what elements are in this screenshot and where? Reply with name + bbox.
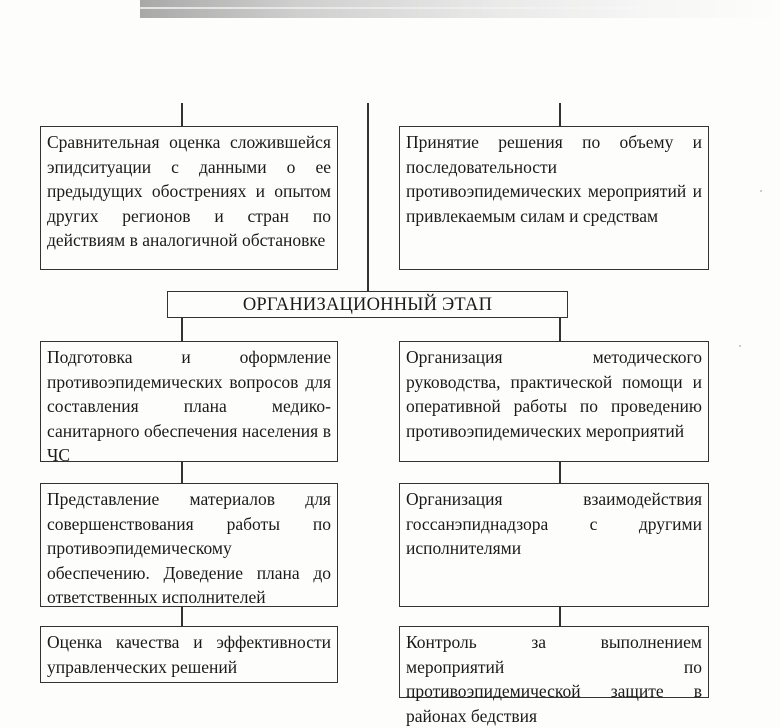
connector-left-1-2 xyxy=(181,460,183,484)
box-comparative-assessment: Сравнительная оценка сложившейся эпидситуации с данными о ее предыдущих обострениях и опытом других регионов и стран по действиям в аналогичной обстановке xyxy=(40,126,338,270)
connector-right-1-2 xyxy=(559,460,561,484)
box-materials-presentation: Представление материалов для совершенствования работы по противоэпидемическому обеспечению. Доведение плана до ответственных исполнителей xyxy=(40,483,338,607)
box-plan-preparation: Подготовка и оформление противоэпидемических вопросов для составления плана медико-санитарного обеспечения населения в ЧС xyxy=(40,341,338,462)
box-decision-making: Принятие решения по объему и последовательности противоэпидемических мероприятий и привлекаемым силам и средствам xyxy=(399,126,709,270)
stage-title: ОРГАНИЗАЦИОННЫЙ ЭТАП xyxy=(167,291,568,318)
scan-artifact-strip xyxy=(140,0,780,18)
connector-left-top-stub xyxy=(181,103,183,127)
box-execution-control: Контроль за выполнением мероприятий по противоэпидемической защите в районах бедствия xyxy=(399,626,709,698)
scan-speck xyxy=(739,345,741,347)
box-quality-assessment: Оценка качества и эффективности управленческих решений xyxy=(40,626,338,683)
box-methodical-guidance: Организация методического руководства, практической помощи и оперативной работы по проведению противоэпидемических мероприятий xyxy=(399,341,709,462)
connector-right-2-3 xyxy=(559,605,561,627)
connector-title-right-down xyxy=(559,316,561,342)
connector-center-trunk xyxy=(367,103,369,292)
box-cooperation-organization: Организация взаимодействия госсанэпиднадзора с другими исполнителями xyxy=(399,483,709,607)
connector-title-left-down xyxy=(181,316,183,342)
scan-speck xyxy=(760,190,762,192)
connector-right-top-stub xyxy=(559,103,561,127)
